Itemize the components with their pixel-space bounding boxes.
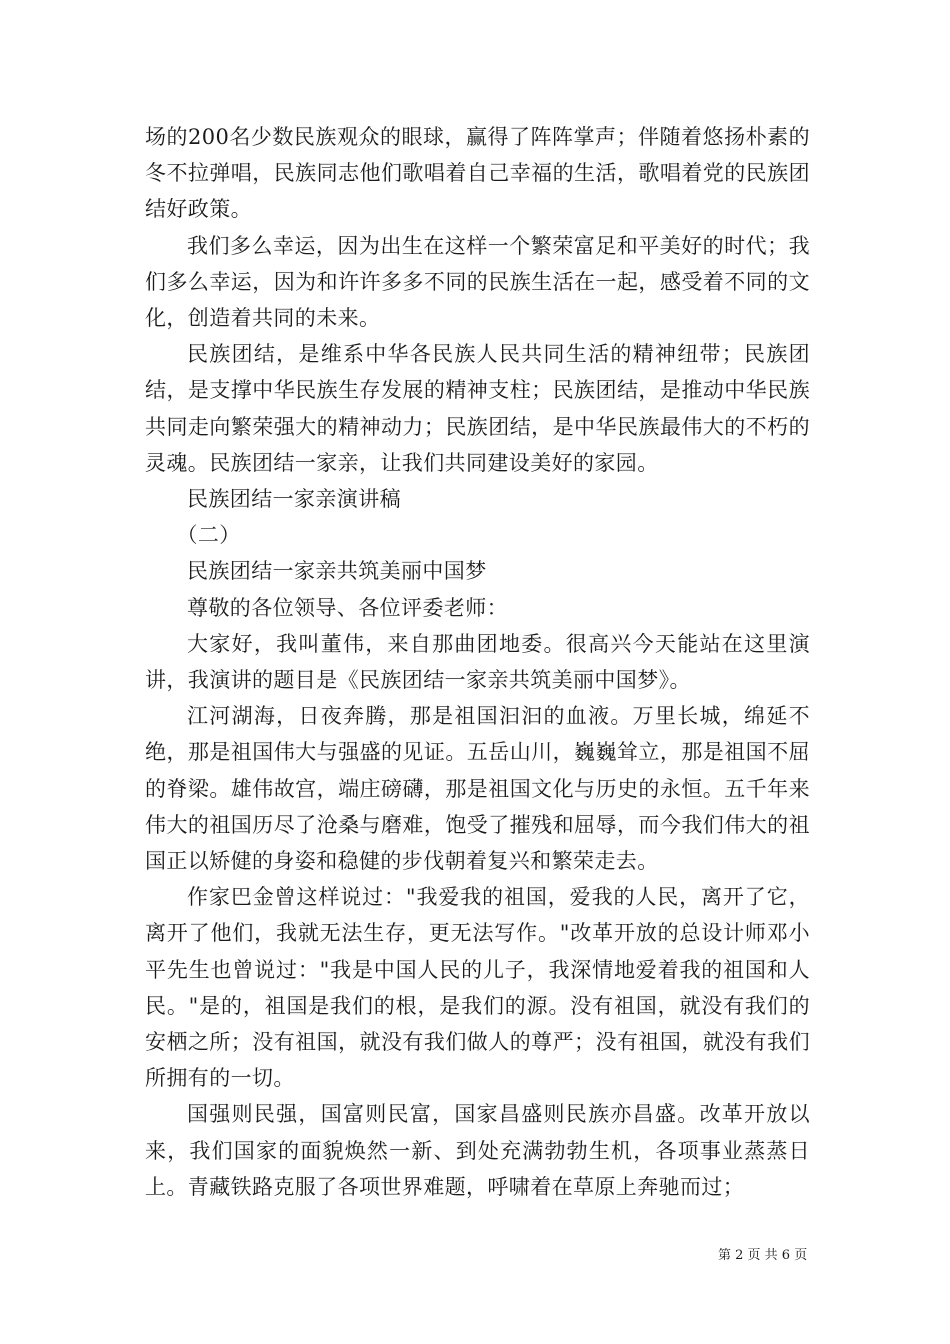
salutation: 尊敬的各位领导、各位评委老师：: [187, 595, 508, 620]
paragraph: 我们多么幸运，因为出生在这样一个繁荣富足和平美好的时代；我们多么幸运，因为和许许多多不同的民族生活在一起，感受着不同的文化，创造着共同的未来。: [145, 233, 810, 331]
paragraph: 大家好，我叫董伟，来自那曲团地委。很高兴今天能站在这里演讲，我演讲的题目是《民族团结一家亲共筑美丽中国梦》。: [145, 631, 810, 693]
speech-title: 民族团结一家亲演讲稿: [187, 487, 401, 512]
page-number: 第 2 页 共 6 页: [718, 1248, 808, 1263]
section-number: （二）: [176, 523, 241, 548]
paragraph: 江河湖海，日夜奔腾，那是祖国汩汩的血液。万里长城，绵延不绝，那是祖国伟大与强盛的见证。五岳山川，巍巍耸立，那是祖国不屈的脊梁。雄伟故宫，端庄磅礴，那是祖国文化与历史的永恒。五千年来伟大的祖国历尽了沧桑与磨难，饱受了摧残和屈辱，而今我们伟大的祖国正以矫健的身姿和稳健的步伐朝着复兴和繁荣走去。: [145, 704, 810, 874]
paragraph: 场的200名少数民族观众的眼球，赢得了阵阵掌声；伴随着悠扬朴素的冬不拉弹唱，民族同志他们歌唱着自己幸福的生活，歌唱着党的民族团结好政策。: [145, 125, 810, 222]
paragraph: 作家巴金曾这样说过："我爱我的祖国，爱我的人民，离开了它，离开了他们，我就无法生存，更无法写作。"改革开放的总设计师邓小平先生也曾说过："我是中国人民的儿子，我深情地爱着我的祖国和人民。"是的，祖国是我们的根，是我们的源。没有祖国，就没有我们的安栖之所；没有祖国，就没有我们做人的尊严；没有祖国，就没有我们所拥有的一切。: [145, 885, 810, 1091]
paragraph: 国强则民强，国富则民富，国家昌盛则民族亦昌盛。改革开放以来，我们国家的面貌焕然一新、到处充满勃勃生机，各项事业蒸蒸日上。青藏铁路克服了各项世界难题，呼啸着在草原上奔驰而过；: [145, 1102, 810, 1199]
speech-subtitle: 民族团结一家亲共筑美丽中国梦: [187, 559, 487, 584]
document-body: [145, 119, 810, 1205]
paragraph: 民族团结，是维系中华各民族人民共同生活的精神纽带；民族团结，是支撑中华民族生存发展的精神支柱；民族团结，是推动中华民族共同走向繁荣强大的精神动力；民族团结，是中华民族最伟大的不朽的灵魂。民族团结一家亲，让我们共同建设美好的家园。: [145, 342, 810, 475]
